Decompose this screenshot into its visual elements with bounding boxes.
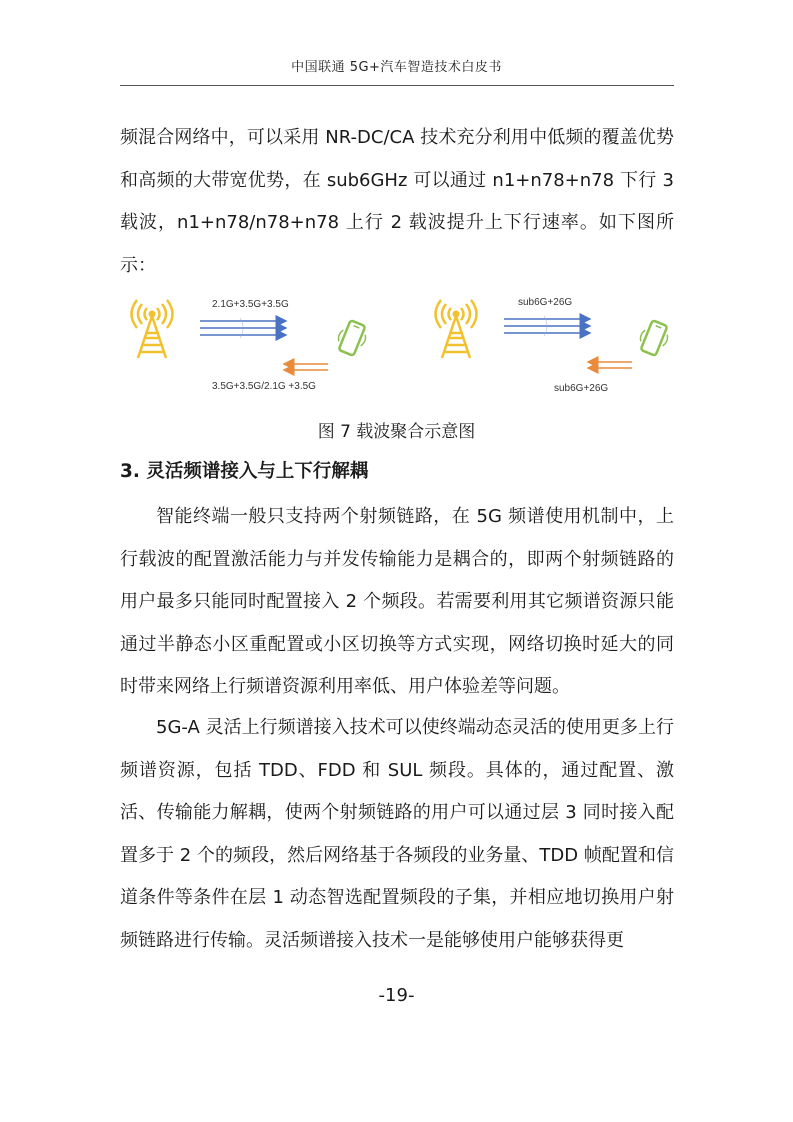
downlink-label-left: 2.1G+3.5G+3.5G — [212, 299, 289, 310]
page-number: -19- — [378, 985, 415, 1006]
section-heading: 3. 灵活频谱接入与上下行解耦 — [120, 461, 369, 482]
downlink-label-right: sub6G+26G — [518, 297, 573, 308]
uplink-label-right: sub6G+26G — [554, 383, 609, 394]
paragraph-carrier-aggregation: 频混合网络中，可以采用 NR-DC/CA 技术充分利用中低频的覆盖优势和高频的大带宽优势，在 sub6GHz 可以通过 n1+n78+n78 下行 3 载波，n1+n78/n78+n78 上行 2 载波提升上下行速率。如下图所示： — [120, 127, 674, 276]
page-header: 中国联通 5G+汽车智造技术白皮书 — [291, 60, 502, 75]
uplink-arrows-right — [588, 362, 632, 368]
cell-tower-icon — [132, 300, 173, 358]
header-divider — [120, 85, 674, 86]
uplink-label-left: 3.5G+3.5G/2.1G +3.5G — [212, 381, 316, 392]
paragraph-flexible-spectrum: 5G-A 灵活上行频谱接入技术可以使终端动态灵活的使用更多上行频谱资源，包括 TDD、FDD 和 SUL 频段。具体的，通过配置、激活、传输能力解耦，使两个射频链路的用户可以通过层 3 同时接入配置多于 2 个的频段，然后网络基于各频段的业务量、TDD 帧配置和信道条件等条件在层 1 动态智选配置频段的子集，并相应地切换用户射频链路进行传输。灵活频谱接入技术一是能够使用户能够获得更 — [120, 717, 674, 951]
uplink-arrows-left — [284, 364, 328, 370]
smartphone-icon — [334, 318, 370, 357]
paragraph-rf-chains: 智能终端一般只支持两个射频链路，在 5G 频谱使用机制中，上行载波的配置激活能力与并发传输能力是耦合的，即两个射频链路的用户最多只能同时配置接入 2 个频段。若需要利用其它频谱资源只能通过半静态小区重配置或小区切换等方式实现，网络切换时延大的同时带来网络上行频谱资源利用率低、用户体验差等问题。 — [120, 506, 674, 697]
figure-caption: 图 7 载波聚合示意图 — [317, 422, 476, 442]
carrier-aggregation-figure — [120, 288, 674, 400]
cell-tower-icon — [436, 300, 477, 358]
smartphone-icon — [636, 318, 672, 357]
